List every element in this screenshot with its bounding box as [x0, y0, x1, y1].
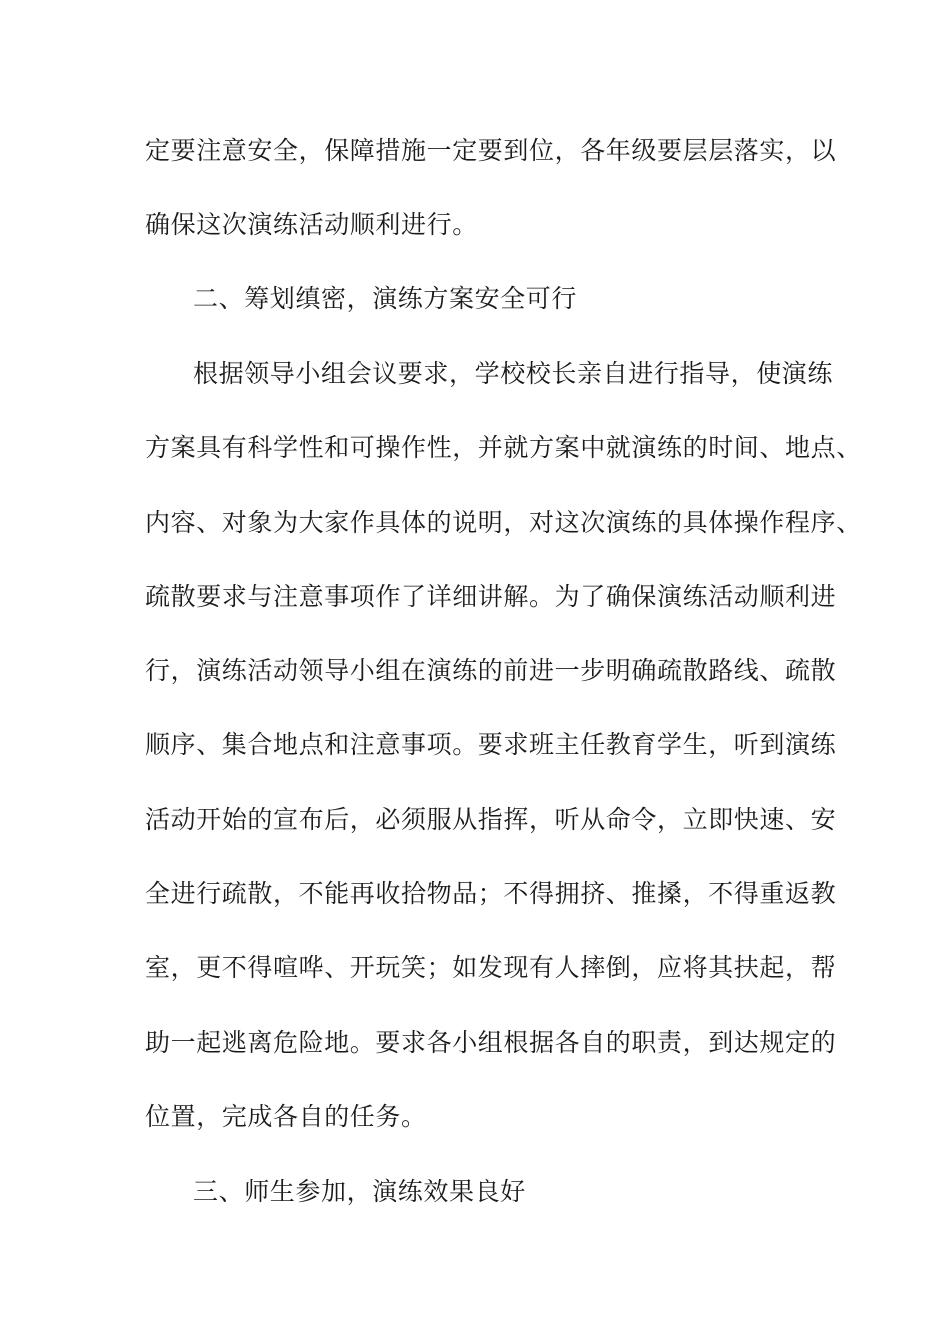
- paragraph-line: 疏散要求与注意事项作了详细讲解。为了确保演练活动顺利进: [145, 582, 837, 611]
- paragraph-line: 行，演练活动领导小组在演练的前进一步明确疏散路线、疏散: [145, 656, 837, 685]
- paragraph-line: 定要注意安全，保障措施一定要到位，各年级要层层落实，以: [145, 136, 837, 165]
- section-heading: 三、师生参加，演练效果良好: [193, 1177, 526, 1206]
- paragraph-line: 根据领导小组会议要求，学校校长亲自进行指导，使演练: [193, 359, 834, 388]
- paragraph-line: 活动开始的宣布后，必须服从指挥，听从命令，立即快速、安: [145, 805, 837, 834]
- paragraph-line: 助一起逃离危险地。要求各小组根据各自的职责，到达规定的: [145, 1028, 837, 1057]
- paragraph-line: 方案具有科学性和可操作性，并就方案中就演练的时间、地点、: [145, 433, 862, 462]
- paragraph-line: 顺序、集合地点和注意事项。要求班主任教育学生，听到演练: [145, 730, 837, 759]
- paragraph-line: 内容、对象为大家作具体的说明，对这次演练的具体操作程序、: [145, 508, 862, 537]
- paragraph-line: 位置，完成各自的任务。: [145, 1102, 427, 1131]
- paragraph-line: 全进行疏散，不能再收拾物品；不得拥挤、推搡，不得重返教: [145, 879, 837, 908]
- section-heading: 二、筹划缜密，演练方案安全可行: [193, 284, 578, 313]
- paragraph-line: 确保这次演练活动顺利进行。: [145, 210, 478, 239]
- paragraph-line: 室，更不得喧哗、开玩笑；如发现有人摔倒，应将其扶起，帮: [145, 953, 837, 982]
